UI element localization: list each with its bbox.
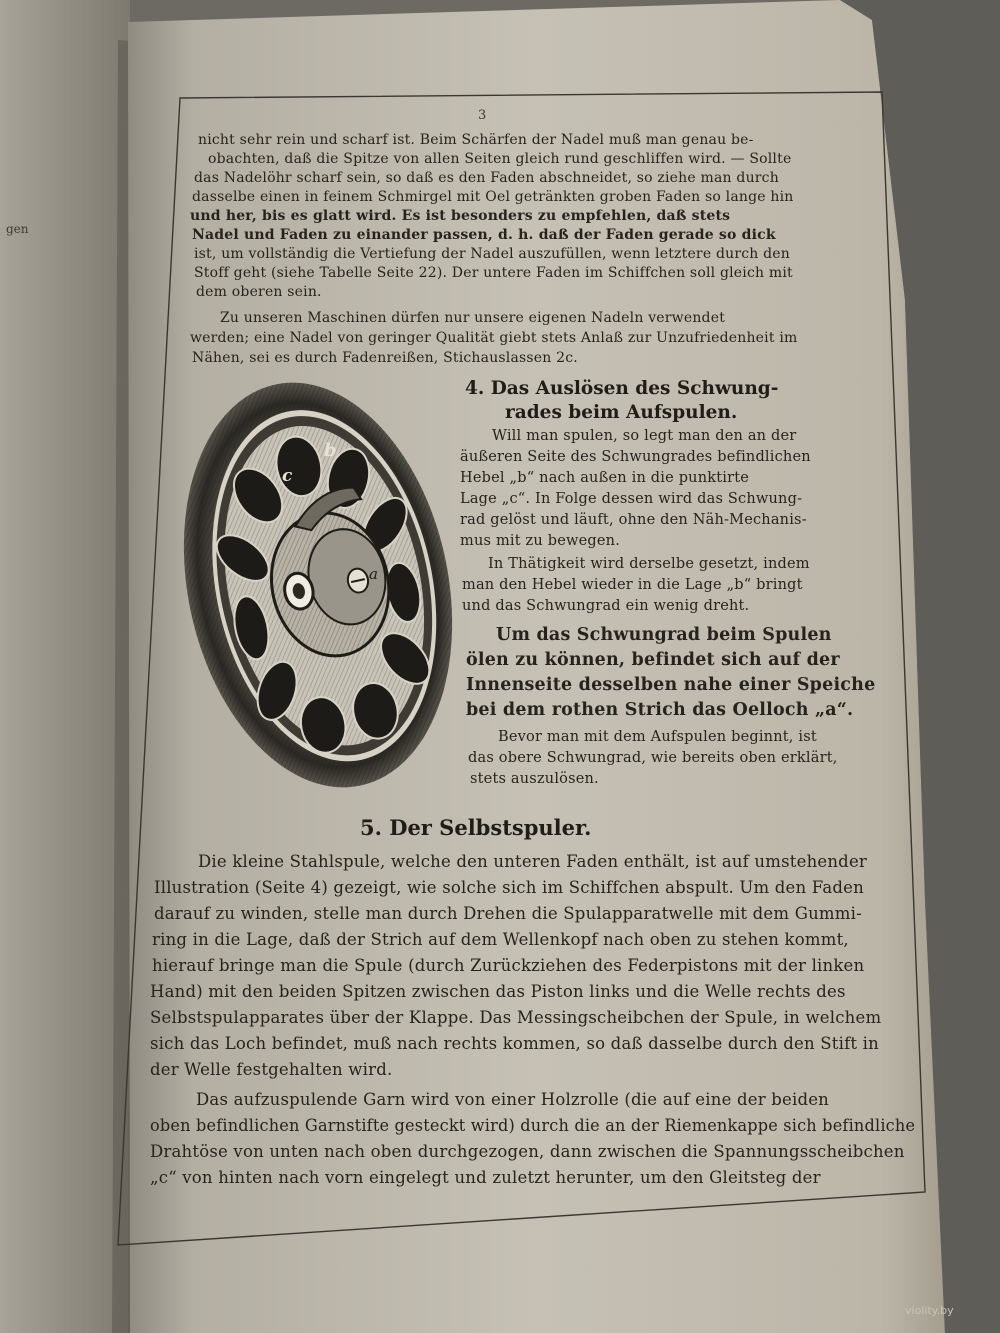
- figure-label-c: c: [282, 466, 293, 486]
- left-page: [0, 0, 130, 1333]
- text-line: der Welle festgehalten wird.: [150, 1060, 393, 1079]
- text-line: und das Schwungrad ein wenig dreht.: [462, 598, 750, 614]
- watermark: violity.by: [905, 1304, 954, 1317]
- text-line: nicht sehr rein und scharf ist. Beim Schärfen der Nadel muß man genau be-: [198, 132, 754, 148]
- text-line: dem oberen sein.: [196, 284, 322, 300]
- section-5-body: [150, 852, 915, 1202]
- bold-text-line: Um das Schwungrad beim Spulen: [496, 625, 832, 645]
- text-line: Zu unseren Maschinen dürfen nur unsere eigenen Nadeln verwendet: [220, 310, 726, 326]
- section-4-body: [458, 428, 913, 800]
- text-line: man den Hebel wieder in die Lage „b“ bringt: [462, 577, 803, 593]
- section-4-heading-line-2: rades beim Aufspulen.: [505, 402, 738, 423]
- text-line: Lage „c“. In Folge dessen wird das Schwung-: [460, 491, 803, 507]
- text-line: darauf zu winden, stelle man durch Drehen die Spulapparatwelle mit dem Gummi-: [154, 904, 862, 923]
- text-line: äußeren Seite des Schwungrades befindlichen: [460, 449, 811, 465]
- text-line: Drahtöse von unten nach oben durchgezogen, dann zwischen die Spannungsscheibchen: [150, 1142, 905, 1161]
- text-line: Die kleine Stahlspule, welche den unteren Faden enthält, ist auf umstehender: [198, 852, 867, 871]
- text-line: In Thätigkeit wird derselbe gesetzt, indem: [488, 556, 810, 572]
- text-line: das obere Schwungrad, wie bereits oben erklärt,: [468, 750, 838, 766]
- text-line: Das aufzuspulende Garn wird von einer Holzrolle (die auf eine der beiden: [196, 1090, 830, 1109]
- left-page-fragment: gen: [6, 222, 29, 236]
- text-line: Nadel und Faden zu einander passen, d. h. daß der Faden gerade so dick: [192, 227, 776, 243]
- text-line: oben befindlichen Garnstifte gesteckt wird) durch die an der Riemenkappe sich befindliche: [150, 1116, 916, 1135]
- page-number: 3: [478, 108, 487, 123]
- text-line: Selbstspulapparates über der Klappe. Das Messingscheibchen der Spule, in welchem: [150, 1008, 882, 1027]
- text-line: Will man spulen, so legt man den an der: [492, 428, 797, 444]
- text-line: „c“ von hinten nach vorn eingelegt und zuletzt herunter, um den Gleitsteg der: [150, 1168, 821, 1187]
- text-line: obachten, daß die Spitze von allen Seiten gleich rund geschliffen wird. — Sollte: [208, 151, 792, 167]
- bold-text-line: bei dem rothen Strich das Oelloch „a“.: [466, 700, 854, 720]
- text-line: und her, bis es glatt wird. Es ist besonders zu empfehlen, daß stets: [190, 208, 731, 224]
- text-line: dasselbe einen in feinem Schmirgel mit Oel getränkten groben Faden so lange hin: [192, 189, 794, 205]
- section-5-heading: 5. Der Selbstspuler.: [360, 815, 592, 840]
- text-line: Stoff geht (siehe Tabelle Seite 22). Der untere Faden im Schiffchen soll gleich mit: [194, 265, 793, 281]
- text-line: Hebel „b“ nach außen in die punktirte: [460, 470, 750, 486]
- text-line: das Nadelöhr scharf sein, so daß es den Faden abschneidet, so ziehe man durch: [194, 170, 779, 186]
- text-line: werden; eine Nadel von geringer Qualität giebt stets Anlaß zur Unzufriedenheit im: [190, 330, 798, 346]
- text-line: hierauf bringe man die Spule (durch Zurückziehen des Federpistons mit der linken: [152, 956, 865, 975]
- text-line: Nähen, sei es durch Fadenreißen, Stichauslassen 2c.: [192, 350, 578, 366]
- bold-text-line: Innenseite desselben nahe einer Speiche: [466, 675, 876, 695]
- text-line: Bevor man mit dem Aufspulen beginnt, ist: [498, 729, 817, 745]
- figure-label-b: b: [324, 440, 337, 461]
- text-line: Illustration (Seite 4) gezeigt, wie solche sich im Schiffchen abspult. Um den Faden: [154, 878, 864, 897]
- intro-paragraph: [190, 132, 915, 366]
- text-line: sich das Loch befindet, muß nach rechts kommen, so daß dasselbe durch den Stift in: [150, 1034, 879, 1053]
- section-4-heading-line-1: 4. Das Auslösen des Schwung-: [465, 378, 779, 399]
- text-line: mus mit zu bewegen.: [460, 533, 621, 549]
- text-line: ring in die Lage, daß der Strich auf dem Wellenkopf nach oben zu stehen kommt,: [152, 930, 849, 949]
- text-line: stets auszulösen.: [470, 771, 599, 787]
- text-line: Hand) mit den beiden Spitzen zwischen das Piston links und die Welle rechts des: [150, 982, 846, 1001]
- bold-text-line: ölen zu können, befindet sich auf der: [466, 650, 840, 670]
- text-line: rad gelöst und läuft, ohne den Näh-Mechanis-: [460, 512, 807, 528]
- text-line: ist, um vollständig die Vertiefung der Nadel auszufüllen, wenn letztere durch den: [194, 246, 790, 262]
- figure-label-a: a: [369, 565, 378, 583]
